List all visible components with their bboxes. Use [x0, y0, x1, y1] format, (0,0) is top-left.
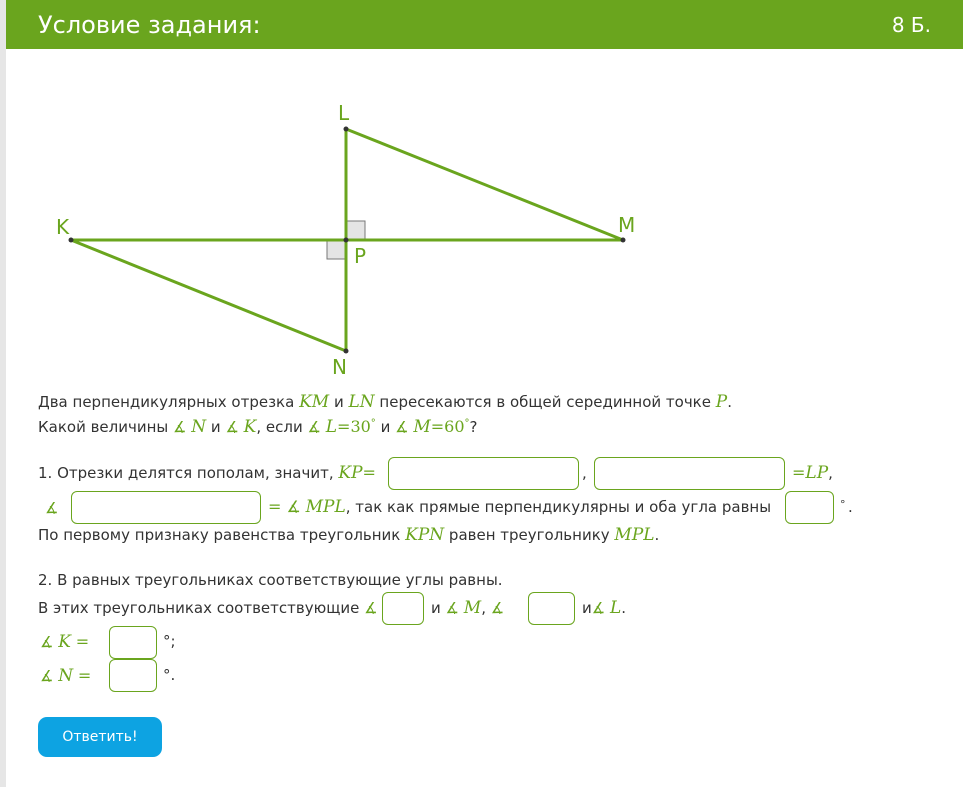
text: По первому признаку равенства треугольник [38, 526, 406, 544]
angle-k-label [40, 631, 89, 653]
math-equals: = [75, 632, 90, 651]
angle-symbol: ∡ [45, 499, 59, 517]
math-k: K [58, 632, 71, 652]
degree-sign: ° [370, 418, 376, 429]
degree-period: °. [163, 666, 176, 684]
math-m: M [463, 598, 482, 618]
text: и [329, 393, 349, 411]
angle-n-input[interactable] [109, 659, 157, 692]
angle-symbol: ∡ [307, 418, 321, 436]
math-km: KM [299, 392, 330, 412]
text: , так как прямые перпендикулярны и оба угла равны [345, 498, 772, 516]
text: Какой величины [38, 418, 174, 436]
point-l [344, 127, 349, 132]
corresponding-angle-2-input[interactable] [528, 592, 575, 625]
right-angle-mark-lower [327, 240, 346, 259]
step2-line-2-text [38, 597, 378, 619]
angle-symbol: ∡ [364, 599, 378, 617]
text: . [654, 526, 660, 544]
step2-l [582, 597, 626, 619]
math-n: N [191, 417, 207, 437]
math-equals: = [792, 463, 806, 482]
step1-mpl [268, 496, 771, 518]
angle-symbol: ∡ [225, 418, 239, 436]
period: . [621, 599, 627, 617]
text: В этих треугольниках соответствующие [38, 599, 365, 617]
text: и [206, 418, 226, 436]
math-k: K [243, 417, 257, 437]
step2-m [431, 597, 504, 619]
label-l: L [338, 101, 350, 125]
angle-symbol: ∡ [445, 599, 459, 617]
point-p [344, 238, 349, 243]
math-l: L [609, 598, 622, 618]
label-n: N [332, 355, 347, 379]
corresponding-angle-1-input[interactable] [382, 592, 424, 625]
math-m: M [413, 417, 431, 437]
degree-sign: ° [840, 498, 846, 511]
task-title: Условие задания: [38, 11, 261, 39]
kp-input[interactable] [388, 457, 579, 490]
point-n [344, 349, 349, 354]
comma: , [828, 464, 833, 482]
text: Два перпендикулярных отрезка [38, 393, 300, 411]
text: 1. Отрезки делятся пополам, значит, [38, 464, 339, 482]
submit-answer-button[interactable]: Ответить! [38, 717, 162, 757]
step1-lp [792, 462, 833, 484]
point-k [69, 238, 74, 243]
angle-k-input[interactable] [109, 626, 157, 659]
math-lp: LP [805, 463, 829, 483]
angle-input[interactable] [71, 491, 261, 524]
text: ? [469, 418, 478, 436]
right-angle-mark-upper [346, 221, 365, 240]
text: и [375, 418, 396, 436]
angle-symbol: ∡ [40, 667, 54, 685]
angle-symbol: ∡ [490, 599, 505, 617]
math-eq-60: =60 [430, 417, 465, 436]
math-eq-30: =30 [337, 417, 371, 436]
math-mpl: MPL [305, 497, 346, 517]
label-p: P [354, 244, 367, 268]
text: пересекаются в общей серединной точке [374, 393, 716, 411]
label-m: M [618, 213, 636, 237]
math-equals: = [362, 463, 376, 482]
math-l: L [325, 417, 338, 437]
segment-kn [71, 240, 346, 351]
math-equals-angle: = ∡ [268, 497, 301, 516]
angle-n-label [40, 665, 91, 687]
math-p: P [715, 392, 728, 412]
comma: , [481, 599, 486, 617]
math-ln: LN [348, 392, 375, 412]
period: . [848, 498, 853, 516]
text: равен треугольнику [444, 526, 615, 544]
text: , если [256, 418, 308, 436]
segment-lm [346, 129, 623, 240]
degree-sign: ° [464, 418, 470, 429]
angle-symbol: ∡ [395, 418, 409, 436]
math-kpn: KPN [405, 525, 445, 545]
degree-semicolon: °; [163, 632, 176, 650]
problem-line-2 [38, 413, 477, 438]
math-equals: = [77, 666, 92, 685]
text: и [582, 599, 592, 617]
lp-input[interactable] [594, 457, 785, 490]
text: и [431, 599, 446, 617]
angle-symbol: ∡ [173, 418, 187, 436]
equal-angle-input[interactable] [785, 491, 834, 524]
task-points: 8 Б. [891, 13, 931, 37]
angle-symbol: ∡ [591, 599, 606, 617]
math-mpl: MPL [614, 525, 655, 545]
comma: , [582, 464, 587, 482]
problem-line-1 [38, 391, 732, 413]
label-k: K [56, 215, 70, 239]
point-m [621, 238, 626, 243]
step1-conclusion [38, 524, 659, 546]
step2-line-1: 2. В равных треугольниках соответствующие углы равны. [38, 571, 503, 589]
math-n: N [58, 666, 74, 686]
step1-intro [38, 462, 376, 484]
angle-symbol: ∡ [40, 633, 54, 651]
text: . [727, 393, 732, 411]
math-kp: KP [338, 463, 363, 483]
